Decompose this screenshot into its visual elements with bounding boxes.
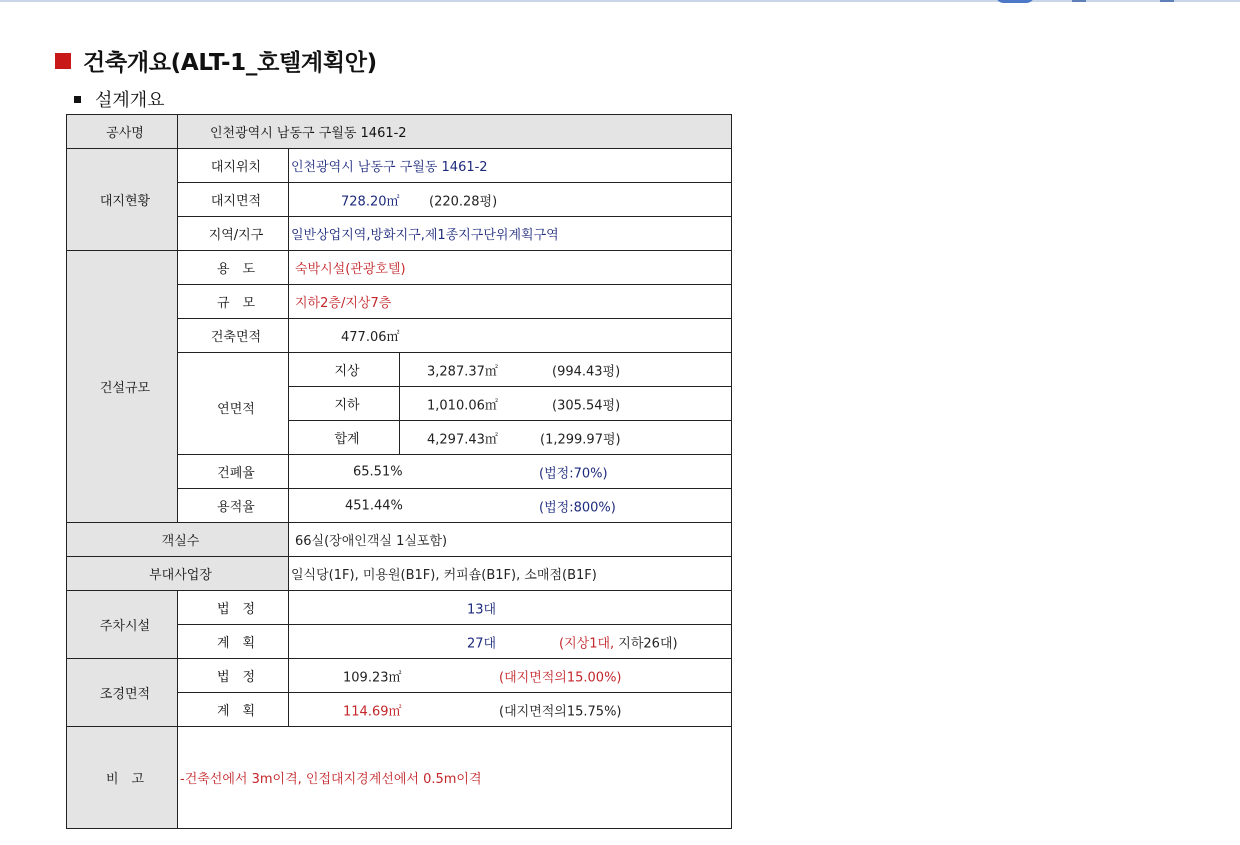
building-area-label: 건축면적 (178, 319, 289, 353)
gross-total-value: 4,297.43㎡ (427, 432, 498, 447)
site-label: 대지현황 (67, 149, 178, 251)
zone-value: 일반상업지역,방화지구,제1종지구단위계획구역 (289, 217, 732, 251)
landscape-plan-value: 114.69㎡ (343, 704, 402, 719)
site-area-value: 728.20㎡ (341, 194, 400, 209)
scale-label: 규 모 (178, 285, 289, 319)
facilities-value: 일식당(1F), 미용원(B1F), 커피숍(B1F), 소매점(B1F) (289, 557, 732, 591)
use-label: 용 도 (178, 251, 289, 285)
gross-total-label: 합계 (289, 421, 400, 455)
rooms-value: 66실(장애인객실 1실포함) (289, 523, 732, 557)
table-row (67, 591, 732, 625)
landscape-legal-label: 법 정 (178, 659, 289, 693)
gross-below-pyeong: (305.54평) (552, 398, 621, 413)
zone-label: 지역/지구 (178, 217, 289, 251)
bcr-label: 건폐율 (178, 455, 289, 489)
top-rule (0, 0, 1240, 2)
gross-below-value: 1,010.06㎡ (427, 398, 498, 413)
parking-label: 주차시설 (67, 591, 178, 659)
bcr-legal: (법정:70%) (539, 466, 608, 481)
parking-plan-cell (289, 625, 732, 659)
site-area-pyeong: (220.28평) (429, 194, 498, 209)
site-area-label: 대지면적 (178, 183, 289, 217)
use-value: 숙박시설(관광호텔) (289, 251, 732, 285)
landscape-plan-label: 계 획 (178, 693, 289, 727)
landscape-legal-ratio: (대지면적의15.00%) (499, 670, 622, 685)
page-title-text: 건축개요(ALT-1_호텔계획안) (83, 50, 377, 76)
parking-plan-value: 27대 (467, 636, 497, 651)
site-location-value: 인천광역시 남동구 구월동 1461-2 (289, 149, 732, 183)
far-value: 451.44% (345, 498, 403, 513)
landscape-legal-cell (289, 659, 732, 693)
table-row (67, 523, 732, 557)
gross-area-label: 연면적 (178, 353, 289, 455)
facilities-label: 부대사업장 (67, 557, 289, 591)
section-subtitle (74, 86, 165, 112)
far-legal: (법정:800%) (539, 500, 616, 515)
gross-below-label: 지하 (289, 387, 400, 421)
gross-above-cell (400, 353, 732, 387)
parking-plan-label: 계 획 (178, 625, 289, 659)
site-location-label: 대지위치 (178, 149, 289, 183)
parking-plan-detail (559, 632, 678, 651)
page-title (55, 44, 377, 77)
parking-legal-label: 법 정 (178, 591, 289, 625)
table-row (67, 149, 732, 183)
gross-above-value: 3,287.37㎡ (427, 364, 498, 379)
rooms-label: 객실수 (67, 523, 289, 557)
scale-value: 지하2층/지상7층 (289, 285, 732, 319)
landscape-plan-cell (289, 693, 732, 727)
gross-below-cell (400, 387, 732, 421)
parking-plan-detail-above: (지상1대, (559, 636, 615, 651)
remarks-value: -건축선에서 3m이격, 인접대지경계선에서 0.5m이격 (178, 727, 732, 829)
bcr-cell (289, 455, 732, 489)
gross-above-pyeong: (994.43평) (552, 364, 621, 379)
red-square-bullet-icon (55, 53, 71, 69)
parking-plan-detail-below: 지하26대) (618, 636, 678, 651)
section-subtitle-text: 설계개요 (95, 90, 165, 111)
gross-total-pyeong: (1,299.97평) (540, 432, 621, 447)
logo-fragment-bar (1072, 0, 1086, 2)
site-area-cell (289, 183, 732, 217)
parking-legal-cell (289, 591, 732, 625)
far-cell (289, 489, 732, 523)
project-value: 인천광역시 남동구 구월동 1461-2 (178, 115, 732, 149)
landscape-plan-ratio: (대지면적의15.75%) (499, 704, 622, 719)
far-label: 용적율 (178, 489, 289, 523)
building-area-value: 477.06㎡ (289, 319, 732, 353)
square-bullet-icon (74, 96, 81, 103)
table-row (67, 727, 732, 829)
table-row (67, 557, 732, 591)
landscape-legal-value: 109.23㎡ (343, 670, 402, 685)
table-row (67, 659, 732, 693)
table-row (67, 251, 732, 285)
building-label: 건설규모 (67, 251, 178, 523)
logo-fragment-bar (1160, 0, 1174, 2)
bcr-value: 65.51% (353, 464, 403, 479)
logo-fragment (995, 0, 1035, 3)
table-row (67, 115, 732, 149)
parking-legal-value: 13대 (467, 602, 497, 617)
gross-above-label: 지상 (289, 353, 400, 387)
landscape-label: 조경면적 (67, 659, 178, 727)
remarks-label: 비 고 (67, 727, 178, 829)
gross-total-cell (400, 421, 732, 455)
design-summary-table (66, 114, 732, 829)
project-label: 공사명 (67, 115, 178, 149)
